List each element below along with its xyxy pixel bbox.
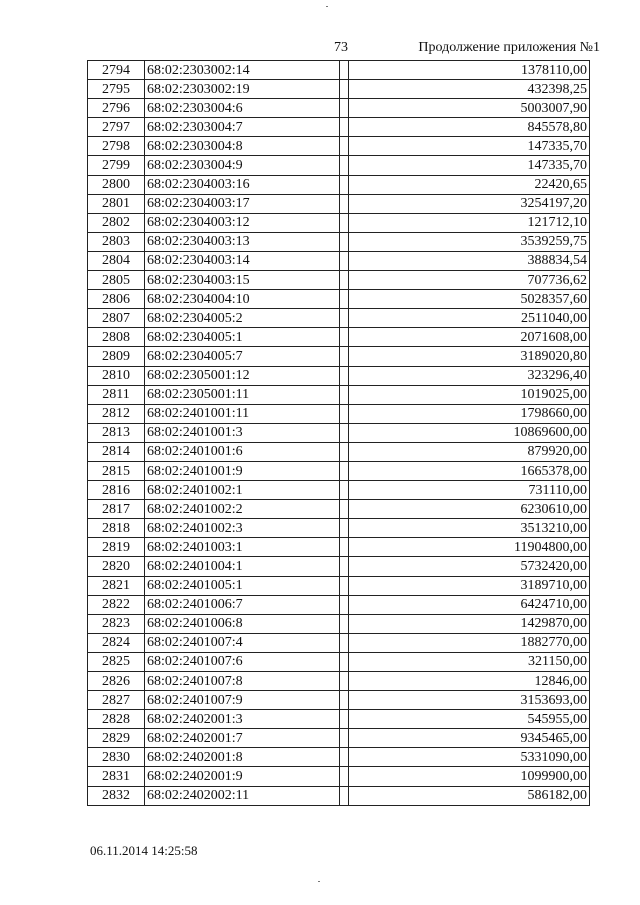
cadastral-number-cell: 68:02:2401001:11 [145,404,340,423]
value-cell: 1099900,00 [349,767,590,786]
table-row [88,385,590,404]
value-cell: 5732420,00 [349,557,590,576]
cadastral-number-cell: 68:02:2402002:11 [145,786,340,805]
cadastral-number-cell: 68:02:2402001:7 [145,729,340,748]
empty-cell [340,251,349,270]
empty-cell [340,710,349,729]
empty-cell [340,519,349,538]
value-cell: 1429870,00 [349,614,590,633]
table-row [88,194,590,213]
value-cell: 707736,62 [349,271,590,290]
empty-cell [340,118,349,137]
scan-speck [318,881,320,882]
value-cell: 323296,40 [349,366,590,385]
cadastral-number-cell: 68:02:2303004:7 [145,118,340,137]
cadastral-number-cell: 68:02:2401007:6 [145,652,340,671]
cadastral-number-cell: 68:02:2304003:16 [145,175,340,194]
row-number-cell: 2822 [88,595,145,614]
empty-cell [340,729,349,748]
table-row [88,748,590,767]
value-cell: 3254197,20 [349,194,590,213]
appendix-continuation-heading: Продолжение приложения №1 [418,40,600,55]
row-number-cell: 2825 [88,652,145,671]
cadastral-number-cell: 68:02:2402001:8 [145,748,340,767]
empty-cell [340,213,349,232]
value-cell: 3189710,00 [349,576,590,595]
value-cell: 586182,00 [349,786,590,805]
row-number-cell: 2817 [88,500,145,519]
value-cell: 1798660,00 [349,404,590,423]
row-number-cell: 2804 [88,251,145,270]
table-row [88,461,590,480]
row-number-cell: 2805 [88,271,145,290]
cadastral-number-cell: 68:02:2401002:2 [145,500,340,519]
table-row [88,175,590,194]
cadastral-number-cell: 68:02:2304005:2 [145,309,340,328]
cadastral-number-cell: 68:02:2305001:12 [145,366,340,385]
value-cell: 1882770,00 [349,633,590,652]
table-row [88,576,590,595]
cadastral-number-cell: 68:02:2402001:3 [145,710,340,729]
row-number-cell: 2800 [88,175,145,194]
cadastral-number-cell: 68:02:2401002:1 [145,481,340,500]
table-row [88,251,590,270]
table-row [88,710,590,729]
table-row [88,118,590,137]
row-number-cell: 2798 [88,137,145,156]
table-row [88,614,590,633]
row-number-cell: 2820 [88,557,145,576]
empty-cell [340,137,349,156]
table-row [88,691,590,710]
empty-cell [340,290,349,309]
cadastral-number-cell: 68:02:2303004:9 [145,156,340,175]
cadastral-number-cell: 68:02:2303004:8 [145,137,340,156]
empty-cell [340,99,349,118]
row-number-cell: 2823 [88,614,145,633]
row-number-cell: 2814 [88,442,145,461]
cadastral-number-cell: 68:02:2401005:1 [145,576,340,595]
table-row [88,290,590,309]
cadastral-number-cell: 68:02:2304003:17 [145,194,340,213]
table-row [88,80,590,99]
cadastral-number-cell: 68:02:2401007:8 [145,672,340,691]
cadastral-number-cell: 68:02:2402001:9 [145,767,340,786]
table-row [88,652,590,671]
table-row [88,442,590,461]
cadastral-number-cell: 68:02:2303002:14 [145,61,340,80]
cadastral-number-cell: 68:02:2401007:4 [145,633,340,652]
empty-cell [340,61,349,80]
empty-cell [340,80,349,99]
value-cell: 3189020,80 [349,347,590,366]
value-cell: 1019025,00 [349,385,590,404]
row-number-cell: 2812 [88,404,145,423]
cadastral-number-cell: 68:02:2401004:1 [145,557,340,576]
empty-cell [340,175,349,194]
table-row [88,404,590,423]
row-number-cell: 2806 [88,290,145,309]
empty-cell [340,767,349,786]
empty-cell [340,576,349,595]
row-number-cell: 2827 [88,691,145,710]
empty-cell [340,481,349,500]
table-row [88,500,590,519]
row-number-cell: 2818 [88,519,145,538]
empty-cell [340,347,349,366]
row-number-cell: 2816 [88,481,145,500]
empty-cell [340,328,349,347]
row-number-cell: 2830 [88,748,145,767]
value-cell: 3539259,75 [349,232,590,251]
empty-cell [340,595,349,614]
row-number-cell: 2795 [88,80,145,99]
empty-cell [340,691,349,710]
table-row [88,99,590,118]
empty-cell [340,748,349,767]
row-number-cell: 2824 [88,633,145,652]
value-cell: 11904800,00 [349,538,590,557]
value-cell: 2511040,00 [349,309,590,328]
table-body [88,61,590,806]
cadastral-value-table [87,60,590,806]
table-row [88,137,590,156]
value-cell: 147335,70 [349,156,590,175]
value-cell: 9345465,00 [349,729,590,748]
cadastral-number-cell: 68:02:2304005:7 [145,347,340,366]
row-number-cell: 2796 [88,99,145,118]
table-row [88,328,590,347]
row-number-cell: 2803 [88,232,145,251]
value-cell: 3513210,00 [349,519,590,538]
value-cell: 388834,54 [349,251,590,270]
empty-cell [340,672,349,691]
value-cell: 1665378,00 [349,461,590,480]
table-row [88,232,590,251]
empty-cell [340,500,349,519]
cadastral-number-cell: 68:02:2303002:19 [145,80,340,99]
table-row [88,786,590,805]
cadastral-number-cell: 68:02:2401007:9 [145,691,340,710]
cadastral-number-cell: 68:02:2401001:6 [145,442,340,461]
table-row [88,767,590,786]
value-cell: 845578,80 [349,118,590,137]
cadastral-number-cell: 68:02:2304003:14 [145,251,340,270]
row-number-cell: 2801 [88,194,145,213]
row-number-cell: 2826 [88,672,145,691]
empty-cell [340,309,349,328]
table-row [88,309,590,328]
value-cell: 5028357,60 [349,290,590,309]
value-cell: 1378110,00 [349,61,590,80]
cadastral-number-cell: 68:02:2304003:15 [145,271,340,290]
table-row [88,595,590,614]
table-row [88,481,590,500]
cadastral-number-cell: 68:02:2304003:13 [145,232,340,251]
value-cell: 731110,00 [349,481,590,500]
row-number-cell: 2815 [88,461,145,480]
page-number: 73 [334,40,348,55]
value-cell: 12846,00 [349,672,590,691]
cadastral-number-cell: 68:02:2304003:12 [145,213,340,232]
row-number-cell: 2807 [88,309,145,328]
table-row [88,423,590,442]
cadastral-number-cell: 68:02:2303004:6 [145,99,340,118]
cadastral-number-cell: 68:02:2401001:3 [145,423,340,442]
row-number-cell: 2813 [88,423,145,442]
empty-cell [340,156,349,175]
table-row [88,271,590,290]
row-number-cell: 2808 [88,328,145,347]
cadastral-number-cell: 68:02:2304004:10 [145,290,340,309]
empty-cell [340,423,349,442]
empty-cell [340,194,349,213]
value-cell: 321150,00 [349,652,590,671]
empty-cell [340,385,349,404]
value-cell: 5003007,90 [349,99,590,118]
print-timestamp: 06.11.2014 14:25:58 [90,843,198,858]
row-number-cell: 2831 [88,767,145,786]
empty-cell [340,633,349,652]
value-cell: 22420,65 [349,175,590,194]
table-row [88,213,590,232]
table-row [88,347,590,366]
cadastral-number-cell: 68:02:2401006:7 [145,595,340,614]
value-cell: 6424710,00 [349,595,590,614]
row-number-cell: 2810 [88,366,145,385]
row-number-cell: 2832 [88,786,145,805]
empty-cell [340,538,349,557]
row-number-cell: 2828 [88,710,145,729]
cadastral-number-cell: 68:02:2401002:3 [145,519,340,538]
row-number-cell: 2811 [88,385,145,404]
row-number-cell: 2794 [88,61,145,80]
table-row [88,519,590,538]
scan-speck [326,6,328,7]
empty-cell [340,614,349,633]
value-cell: 6230610,00 [349,500,590,519]
value-cell: 10869600,00 [349,423,590,442]
value-cell: 2071608,00 [349,328,590,347]
value-cell: 879920,00 [349,442,590,461]
value-cell: 3153693,00 [349,691,590,710]
table-row [88,672,590,691]
row-number-cell: 2821 [88,576,145,595]
table-row [88,366,590,385]
row-number-cell: 2797 [88,118,145,137]
row-number-cell: 2802 [88,213,145,232]
row-number-cell: 2829 [88,729,145,748]
empty-cell [340,271,349,290]
value-cell: 5331090,00 [349,748,590,767]
row-number-cell: 2819 [88,538,145,557]
row-number-cell: 2809 [88,347,145,366]
value-cell: 545955,00 [349,710,590,729]
table-row [88,156,590,175]
cadastral-number-cell: 68:02:2401003:1 [145,538,340,557]
cadastral-number-cell: 68:02:2401001:9 [145,461,340,480]
value-cell: 121712,10 [349,213,590,232]
empty-cell [340,366,349,385]
empty-cell [340,404,349,423]
table-row [88,538,590,557]
cadastral-number-cell: 68:02:2304005:1 [145,328,340,347]
table-row [88,557,590,576]
table-row [88,729,590,748]
empty-cell [340,461,349,480]
table-row [88,633,590,652]
empty-cell [340,652,349,671]
value-cell: 432398,25 [349,80,590,99]
cadastral-number-cell: 68:02:2401006:8 [145,614,340,633]
value-cell: 147335,70 [349,137,590,156]
row-number-cell: 2799 [88,156,145,175]
empty-cell [340,442,349,461]
empty-cell [340,786,349,805]
cadastral-number-cell: 68:02:2305001:11 [145,385,340,404]
empty-cell [340,557,349,576]
empty-cell [340,232,349,251]
table-row [88,61,590,80]
